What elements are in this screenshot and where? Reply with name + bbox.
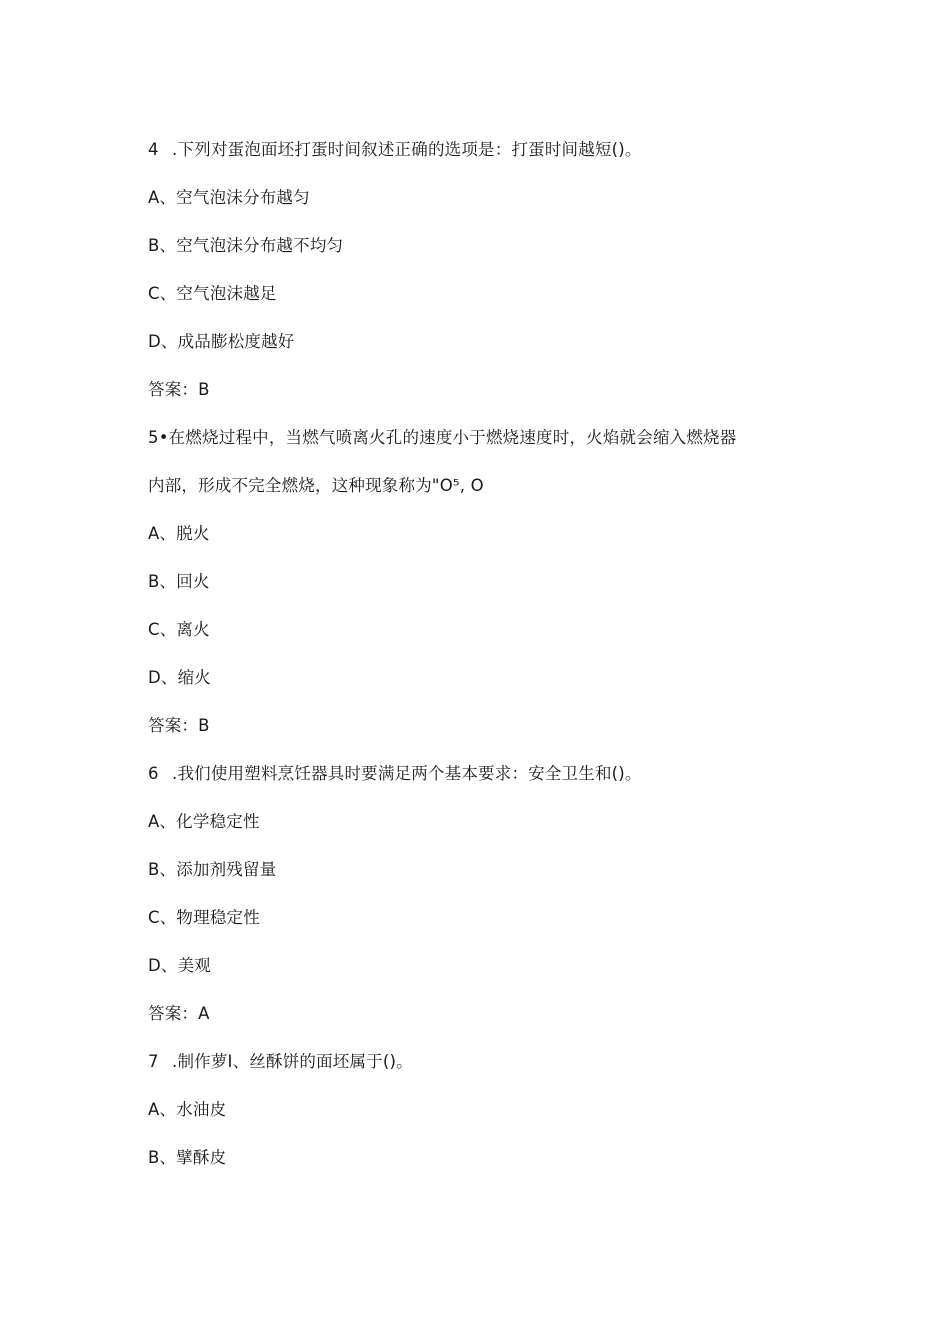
question-text: .下列对蛋泡面坯打蛋时间叙述正确的选项是：打蛋时间越短()。 — [172, 140, 642, 159]
answer-line: 答案：B — [148, 716, 210, 735]
option-c: C、离火 — [148, 620, 210, 639]
option-b: B、回火 — [148, 572, 210, 591]
option-c: C、物理稳定性 — [148, 908, 260, 927]
question-number: 6 — [148, 764, 159, 783]
option-a: A、脱火 — [148, 524, 210, 543]
option-b: B、空气泡沫分布越不均匀 — [148, 236, 344, 255]
option-d: D、美观 — [148, 956, 212, 975]
option-a: A、化学稳定性 — [148, 812, 260, 831]
option-d: D、成品膨松度越好 — [148, 332, 295, 351]
question-text: 在燃烧过程中，当燃气喷离火孔的速度小于燃烧速度时，火焰就会缩入燃烧器 — [168, 428, 737, 447]
question-5-stem — [148, 427, 848, 449]
option-c: C、空气泡沫越足 — [148, 284, 277, 303]
question-number: 5• — [148, 428, 169, 447]
question-7-stem — [148, 1051, 848, 1073]
option-a: A、空气泡沫分布越匀 — [148, 188, 310, 207]
question-number: 7 — [148, 1052, 159, 1071]
option-b: B、添加剂残留量 — [148, 860, 277, 879]
question-text-continued: 内部，形成不完全燃烧，这种现象称为"O⁵, O — [148, 476, 484, 495]
option-b: B、擘酥皮 — [148, 1148, 227, 1167]
question-6-stem — [148, 763, 848, 785]
question-number: 4 — [148, 140, 159, 159]
option-d: D、缩火 — [148, 668, 212, 687]
question-text: .我们使用塑料烹饪器具时要满足两个基本要求：安全卫生和()。 — [172, 764, 642, 783]
answer-line: 答案：B — [148, 380, 210, 399]
answer-line: 答案：A — [148, 1004, 210, 1023]
option-a: A、水油皮 — [148, 1100, 227, 1119]
question-text: .制作萝I、丝酥饼的面坯属于()。 — [172, 1052, 413, 1071]
question-4-stem — [148, 139, 848, 161]
